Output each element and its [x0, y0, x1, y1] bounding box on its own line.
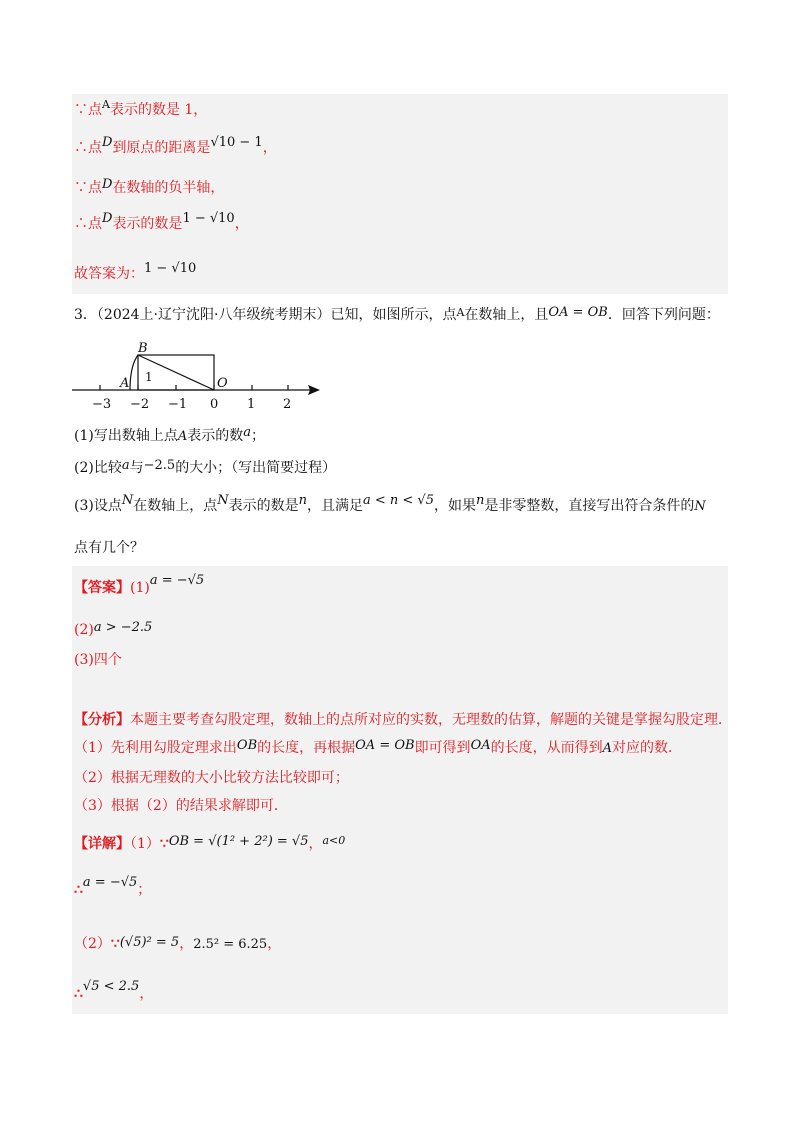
solution-line-1: ∵点$^A$表示的数是 1，: [74, 98, 208, 118]
detail-line-4: ∴√5 < 2.5，: [74, 979, 154, 1002]
analysis-tag: 【分析】: [74, 712, 130, 728]
detail-line-2: ∴a = −√5；: [74, 875, 152, 898]
tick-label-1: 1: [247, 397, 256, 412]
math-inequality: a < n < √5: [362, 493, 434, 508]
solution-line-4: ∴点D表示的数是1 − √10，: [74, 211, 249, 232]
label-A: A: [120, 376, 130, 391]
label-B: B: [138, 341, 148, 356]
tick-label-minus-3: −3: [92, 397, 112, 412]
math-ob-value: OB = √(1² + 2²) = √5: [168, 834, 309, 849]
math-answer-1-minus-sqrt10: 1 − √10: [144, 261, 197, 276]
question-part-2: (2)比较a与−2.5的大小；（写出简要过程）: [74, 458, 337, 476]
detail-line-3: （2）∵(√5)² = 5，2.5² = 6.25，: [74, 935, 282, 952]
tick-label-2: 2: [283, 397, 292, 412]
answer-line-2: (2)a > −2.5: [74, 620, 153, 638]
tick-label-minus-1: −1: [168, 397, 188, 412]
question-part-3: (3)设点N在数轴上，点N表示的数是n，且满足a < n < √5，如果n是非零整数，直接写出符合条件的N: [74, 493, 706, 514]
tick-label-minus-2: −2: [130, 397, 150, 412]
label-side-1: 1: [145, 370, 153, 384]
solution-line-3: ∵点D在数轴的负半轴，: [74, 177, 225, 196]
detail-line-1: 【详解】（1）∵OB = √(1² + 2²) = √5，$^{a<0}$: [74, 834, 346, 852]
answer-line-1: 【答案】(1)a = −√5: [74, 573, 205, 596]
math-oa-eq-ob: OA = OB: [548, 305, 608, 320]
label-O: O: [217, 376, 228, 391]
tick-label-0: 0: [210, 397, 219, 412]
solution-line-5: 故答案为：1 − √10: [74, 261, 197, 282]
analysis-line-0: 【分析】本题主要考查勾股定理，数轴上的点所对应的实数，无理数的估算，解题的关键是掌握勾股定理．: [74, 712, 732, 728]
answer-line-3: (3)四个: [74, 652, 122, 668]
arc-b-to-a: [130, 355, 138, 390]
question-part-3-cont: 点有几个？: [74, 540, 144, 556]
question-stem: 3．（2024上·辽宁沈阳·八年级统考期末）已知，如图所示，点$^A$在数轴上，且OA = OB．回答下列问题：: [74, 305, 720, 323]
math-sqrt10-minus-1: √10 − 1: [210, 135, 263, 150]
analysis-line-1: （1）先利用勾股定理求出OB的长度，再根据OA = OB即可得到OA的长度，从而得到A对应的数．: [74, 738, 682, 756]
var-A: A: [102, 98, 110, 111]
detail-tag: 【详解】: [74, 836, 130, 852]
math-a-eq-neg-sqrt5: a = −√5: [149, 573, 205, 588]
analysis-line-2: （2）根据无理数的大小比较方法比较即可；: [74, 770, 349, 786]
solution-line-2: ∴点D到原点的距离是√10 − 1，: [74, 135, 277, 156]
question-part-1: (1)写出数轴上点A表示的数a；: [74, 425, 265, 444]
number-line-figure: [68, 338, 328, 418]
math-1-minus-sqrt10: 1 − √10: [182, 211, 235, 226]
answer-tag: 【答案】: [74, 580, 130, 596]
analysis-line-3: （3）根据（2）的结果求解即可．: [74, 798, 288, 814]
